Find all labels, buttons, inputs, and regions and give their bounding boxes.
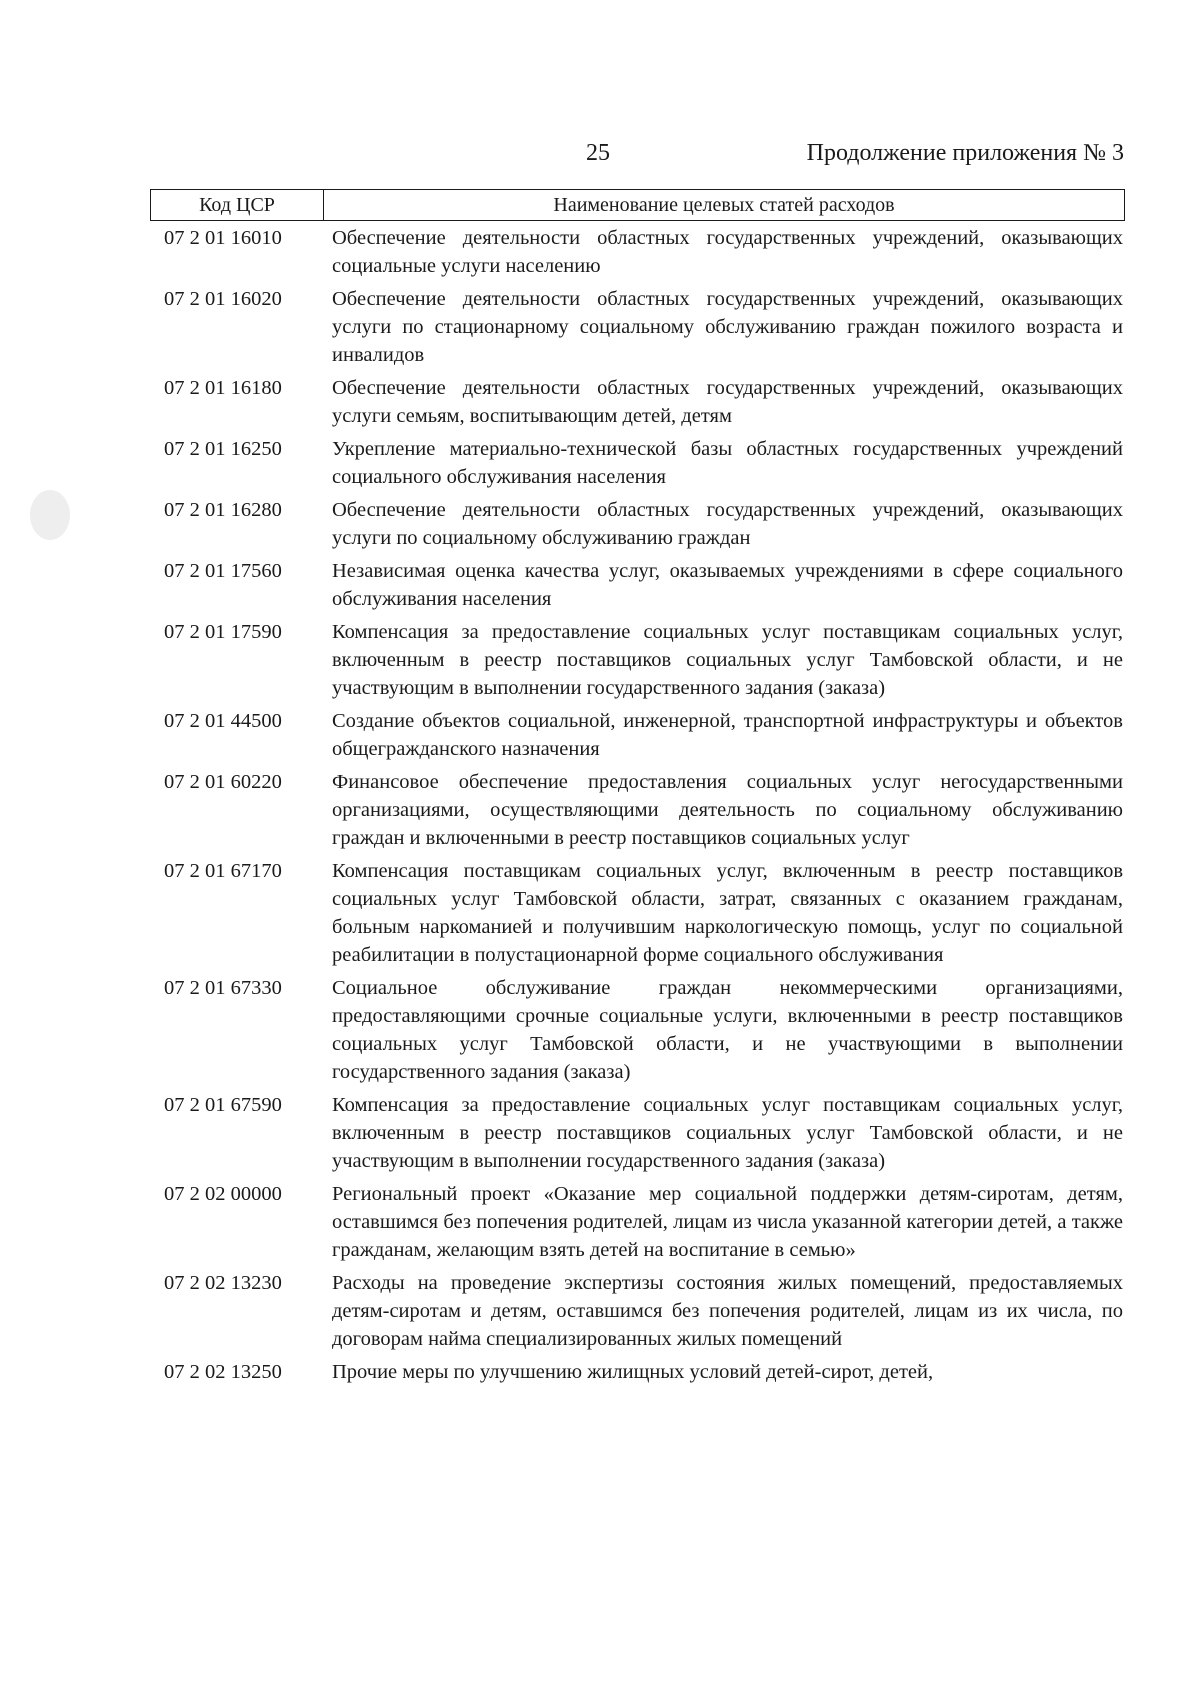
row-name: Создание объектов социальной, инженерной, транспортной инфраструктуры и объектов общегражданского назначения xyxy=(332,710,1123,760)
page-number: 25 xyxy=(586,140,610,166)
row-code: 07 2 01 67170 xyxy=(164,860,282,882)
column-header-code: Код ЦСР xyxy=(151,190,324,220)
row-name: Обеспечение деятельности областных государственных учреждений, оказывающих услуги семьям, воспитывающим детей, детям xyxy=(332,377,1123,427)
table-row xyxy=(150,1269,1125,1353)
row-name: Прочие меры по улучшению жилищных условий детей-сирот, детей, xyxy=(332,1361,934,1383)
row-code: 07 2 01 67330 xyxy=(164,977,282,999)
table-row xyxy=(150,285,1125,369)
row-code: 07 2 01 16250 xyxy=(164,438,282,460)
row-code: 07 2 02 00000 xyxy=(164,1183,282,1205)
table-body xyxy=(150,224,1125,1386)
appendix-continuation-label: Продолжение приложения № 3 xyxy=(806,140,1124,166)
table-row xyxy=(150,974,1125,1086)
table-row xyxy=(150,435,1125,491)
budget-classification-table xyxy=(150,189,1125,1391)
row-name: Обеспечение деятельности областных государственных учреждений, оказывающих услуги по социальному обслуживанию граждан xyxy=(332,499,1123,549)
table-row xyxy=(150,224,1125,280)
scan-speck xyxy=(30,490,70,540)
table-row xyxy=(150,707,1125,763)
table-row xyxy=(150,496,1125,552)
row-code: 07 2 01 16020 xyxy=(164,288,282,310)
row-name: Социальное обслуживание граждан некоммерческими организациями, предоставляющими срочные социальные услуги, включенными в реестр поставщиков социальных услуг Тамбовской области, и не участвующими в выполнении государственного задания (заказа) xyxy=(332,977,1123,1083)
table-row xyxy=(150,1091,1125,1175)
table-row xyxy=(150,857,1125,969)
row-name: Независимая оценка качества услуг, оказываемых учреждениями в сфере социального обслуживания населения xyxy=(332,560,1123,610)
row-name: Финансовое обеспечение предоставления социальных услуг негосударственными организациями, осуществляющими деятельность по социальному обслуживанию граждан и включенными в реестр поставщиков социальных услуг xyxy=(332,771,1123,849)
row-code: 07 2 01 17560 xyxy=(164,560,282,582)
row-name: Укрепление материально-технической базы областных государственных учреждений социального обслуживания населения xyxy=(332,438,1123,488)
row-code: 07 2 01 67590 xyxy=(164,1094,282,1116)
row-code: 07 2 01 16280 xyxy=(164,499,282,521)
row-name: Компенсация поставщикам социальных услуг, включенным в реестр поставщиков социальных услуг Тамбовской области, затрат, связанных с оказанием гражданам, больным наркоманией и получившим наркологическую помощь, услуг по социальной реабилитации в полустационарной форме социального обслуживания xyxy=(332,860,1123,966)
table-row xyxy=(150,1180,1125,1264)
row-name: Обеспечение деятельности областных государственных учреждений, оказывающих социальные услуги населению xyxy=(332,227,1123,277)
table-header-row xyxy=(150,189,1125,221)
row-code: 07 2 01 44500 xyxy=(164,710,282,732)
row-code: 07 2 01 60220 xyxy=(164,771,282,793)
row-name: Региональный проект «Оказание мер социальной поддержки детям-сиротам, детям, оставшимся без попечения родителей, лицам из числа указанной категории детей, а также гражданам, желающим взять детей на воспитание в семью» xyxy=(332,1183,1123,1261)
table-row xyxy=(150,374,1125,430)
table-row xyxy=(150,768,1125,852)
row-code: 07 2 01 16010 xyxy=(164,227,282,249)
row-name: Компенсация за предоставление социальных услуг поставщикам социальных услуг, включенным в реестр поставщиков социальных услуг Тамбовской области, и не участвующим в выполнении государственного задания (заказа) xyxy=(332,621,1123,699)
table-row xyxy=(150,557,1125,613)
row-code: 07 2 01 16180 xyxy=(164,377,282,399)
row-name: Обеспечение деятельности областных государственных учреждений, оказывающих услуги по стационарному социальному обслуживанию граждан пожилого возраста и инвалидов xyxy=(332,288,1123,366)
row-code: 07 2 01 17590 xyxy=(164,621,282,643)
row-code: 07 2 02 13250 xyxy=(164,1361,282,1383)
row-name: Компенсация за предоставление социальных услуг поставщикам социальных услуг, включенным в реестр поставщиков социальных услуг Тамбовской области, и не участвующим в выполнении государственного задания (заказа) xyxy=(332,1094,1123,1172)
row-code: 07 2 02 13230 xyxy=(164,1272,282,1294)
table-row xyxy=(150,1358,1125,1386)
column-header-name: Наименование целевых статей расходов xyxy=(553,193,895,216)
table-row xyxy=(150,618,1125,702)
row-name: Расходы на проведение экспертизы состояния жилых помещений, предоставляемых детям-сиротам и детям, оставшимся без попечения родителей, лицам из их числа, по договорам найма специализированных жилых помещений xyxy=(332,1272,1123,1350)
